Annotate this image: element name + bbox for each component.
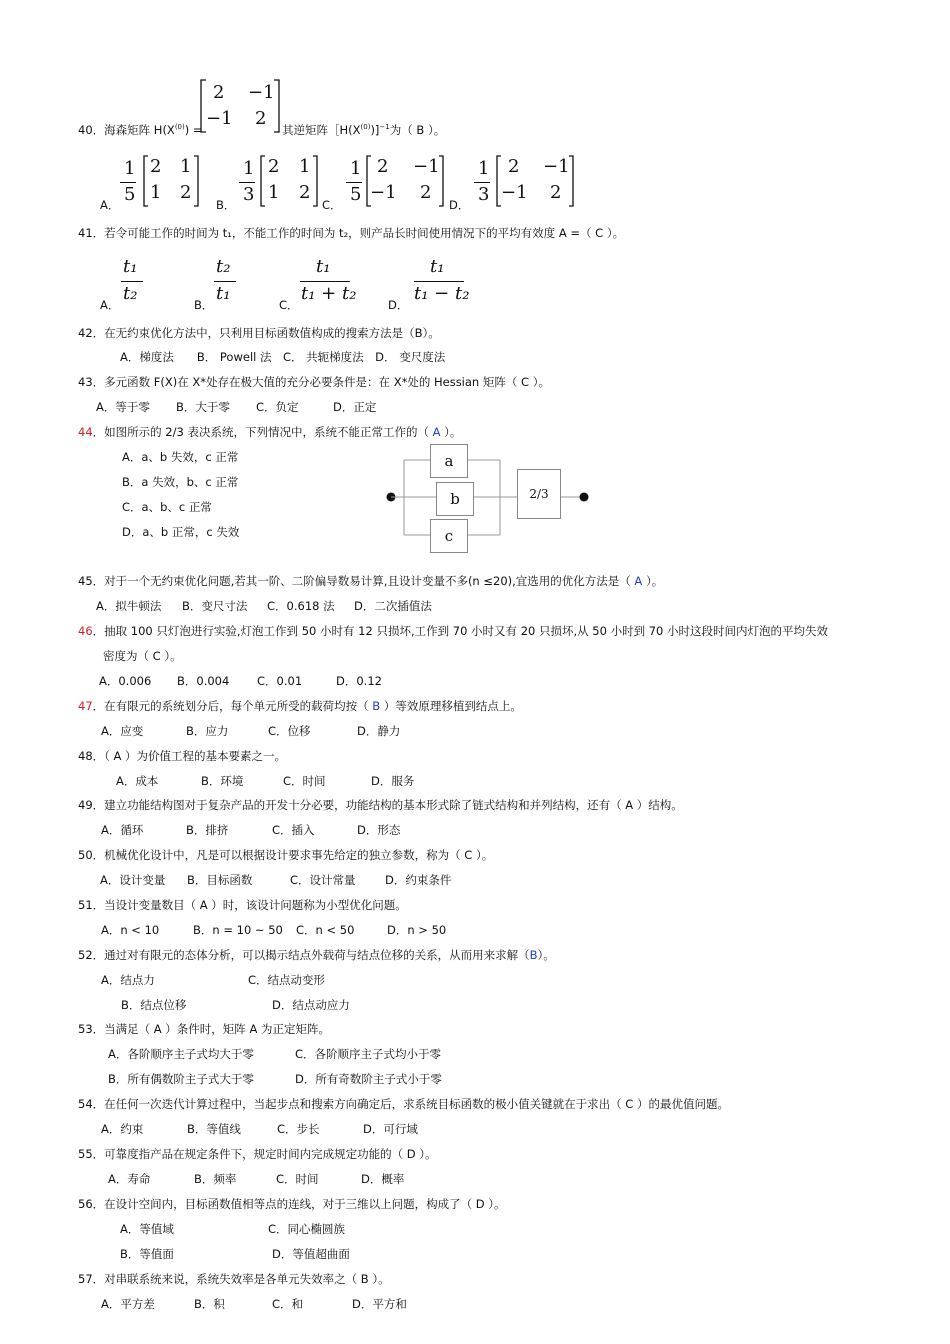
q40-option-a-m21: 1 <box>150 182 162 203</box>
q40-option-d-m22: 2 <box>550 182 562 203</box>
q41-option-c-fracline <box>300 281 350 282</box>
q54-option-a: A．约束 <box>101 1122 144 1136</box>
q49-option-b: B．排挤 <box>186 823 229 837</box>
q54-stem: 54．在任何一次迭代计算过程中，当起步点和搜索方向确定后，求系统目标函数的极小值关键就在于求出（ C ）的最优值问题。 <box>78 1097 729 1111</box>
q57-option-c: C．和 <box>272 1297 304 1311</box>
q53-option-b: B．所有偶数阶主子式大于零 <box>108 1072 254 1086</box>
q40-option-d-fracline <box>474 182 490 183</box>
q40-option-b-m21: 1 <box>268 182 280 203</box>
q40-option-b-frac-num: 1 <box>243 158 255 179</box>
q40-option-d-m12: −1 <box>543 156 570 177</box>
q50-option-d: D．约束条件 <box>385 873 452 887</box>
q46-option-b: B．0.004 <box>177 674 230 688</box>
q40-option-c-m21: −1 <box>370 182 397 203</box>
q43-option-b: B．大于零 <box>176 400 230 414</box>
q49-option-c: C．插入 <box>272 823 315 837</box>
q40-option-a-m22: 2 <box>180 182 192 203</box>
q48-option-c: C．时间 <box>283 774 326 788</box>
q41-option-b-num: t₂ <box>216 256 231 277</box>
q57-option-d: D．平方和 <box>352 1297 407 1311</box>
q47-stem: 47．在有限元的系统划分后，每个单元所受的载荷均按（ B ）等效原理移植到结点上。 <box>78 699 522 713</box>
q40-option-b-m12: 1 <box>299 156 311 177</box>
q56-option-b: B．等值面 <box>120 1247 174 1261</box>
q56-option-c: C．同心椭圆族 <box>268 1222 346 1236</box>
q53-option-d: D．所有奇数阶主子式小于零 <box>295 1072 442 1086</box>
q40-option-d-m21: −1 <box>501 182 528 203</box>
voter-2-of-3-box: 2/3 <box>517 469 561 519</box>
q43-option-c: C．负定 <box>256 400 299 414</box>
q42-options: A．梯度法 B． Powell 法 C． 共轭梯度法 D． 变尺度法 <box>120 350 446 364</box>
q40-option-c-m12: −1 <box>413 156 440 177</box>
q40-option-c-m22: 2 <box>420 182 432 203</box>
component-b-box: b <box>436 482 474 516</box>
q52-stem: 52．通过对有限元的态体分析，可以揭示结点外载荷与结点位移的关系，从而用来求解（B）。 <box>78 948 555 962</box>
q48-option-d: D．服务 <box>371 774 415 788</box>
q40-option-c-frac-num: 1 <box>350 158 362 179</box>
q52-option-a: A．结点力 <box>101 973 155 987</box>
q41-option-b-den: t₁ <box>216 283 231 304</box>
q40-option-d-m11: 2 <box>508 156 520 177</box>
q55-option-a: A．寿命 <box>108 1172 151 1186</box>
q45-stem: 45．对于一个无约束优化问题,若其一阶、二阶偏导数易计算,且设计变量不多(n ≤20),宜选用的优化方法是（ A ）。 <box>78 574 664 588</box>
q40-m-12: −1 <box>248 82 275 103</box>
q40-option-a-frac-num: 1 <box>124 158 136 179</box>
q52-option-c: C．结点动变形 <box>248 973 326 987</box>
q41-option-a-num: t₁ <box>123 256 138 277</box>
q40-option-a-fracline <box>120 182 136 183</box>
component-c-box: c <box>430 519 468 553</box>
q47-option-b: B．应力 <box>186 724 229 738</box>
q45-option-b: B．变尺寸法 <box>182 599 248 613</box>
q40-m-21: −1 <box>206 108 233 129</box>
q43-option-a: A．等于零 <box>96 400 150 414</box>
q40-option-d-frac-den: 3 <box>478 184 490 205</box>
q53-option-a: A．各阶顺序主子式均大于零 <box>108 1047 254 1061</box>
q49-stem: 49．建立功能结构图对于复杂产品的开发十分必要，功能结构的基本形式除了链式结构和并列结构，还有（ A ）结构。 <box>78 798 683 812</box>
q44-option-b: B．a 失效，b、c 正常 <box>122 475 239 489</box>
component-a-box: a <box>430 444 468 478</box>
q48-option-b: B．环境 <box>201 774 244 788</box>
q57-option-b: B．积 <box>194 1297 225 1311</box>
q41-option-a-den: t₂ <box>123 283 138 304</box>
q45-option-a: A．拟牛顿法 <box>96 599 162 613</box>
q41-option-c-den: t₁ + t₂ <box>301 283 357 304</box>
q41-stem: 41．若令可能工作的时间为 t₁，不能工作的时间为 t₂，则产品长时间使用情况下的平均有效度 A =（ C ）。 <box>78 226 625 240</box>
q57-option-a: A．平方差 <box>101 1297 155 1311</box>
q54-option-b: B．等值线 <box>187 1122 241 1136</box>
q40-option-a-m12: 1 <box>180 156 192 177</box>
q46-option-c: C．0.01 <box>257 674 303 688</box>
q40-option-b-m22: 2 <box>299 182 311 203</box>
q40-option-c-frac-den: 5 <box>350 184 362 205</box>
q46-stem: 46．抽取 100 只灯泡进行实验,灯泡工作到 50 小时有 12 只损坏,工作到 70 小时又有 20 只损坏,从 50 小时到 70 小时这段时间内灯泡的平均失效 <box>78 624 829 638</box>
q51-option-c: C．n < 50 <box>296 923 355 937</box>
q44-stem: 44．如图所示的 2/3 表决系统，下列情况中，系统不能正常工作的（ A ）。 <box>78 425 462 439</box>
q51-option-b: B．n = 10 ~ 50 <box>193 923 283 937</box>
q41-option-b-fracline <box>214 281 236 282</box>
q56-option-a: A．等值域 <box>120 1222 174 1236</box>
q41-option-d-den: t₁ − t₂ <box>414 283 470 304</box>
q56-option-d: D．等值超曲面 <box>272 1247 350 1261</box>
q41-option-b-label: B． <box>194 298 214 312</box>
q44-option-c: C．a、b、c 正常 <box>122 500 212 514</box>
q41-option-d-num: t₁ <box>430 256 445 277</box>
q46-stem-line2: 密度为（ C ）。 <box>103 649 182 663</box>
q57-stem: 57．对串联系统来说，系统失效率是各单元失效率之（ B ）。 <box>78 1272 390 1286</box>
q44-option-d: D．a、b 正常，c 失效 <box>122 525 240 539</box>
q40-option-c-m11: 2 <box>377 156 389 177</box>
q53-stem: 53．当满足（ A ）条件时，矩阵 A 为正定矩阵。 <box>78 1022 330 1036</box>
q48-option-a: A．成本 <box>116 774 159 788</box>
q40-option-d-frac-num: 1 <box>478 158 490 179</box>
q40-option-b-fracline <box>239 182 255 183</box>
q49-option-d: D．形态 <box>357 823 401 837</box>
q47-option-a: A．应变 <box>101 724 144 738</box>
q55-option-d: D．概率 <box>361 1172 405 1186</box>
q52-option-b: B．结点位移 <box>121 998 187 1012</box>
q40-option-a-m11: 2 <box>150 156 162 177</box>
q41-option-d-fracline <box>414 281 464 282</box>
q55-option-b: B．频率 <box>194 1172 237 1186</box>
q40-stem: 40．海森矩阵 $H(X^{(0)})$ = <box>78 123 203 137</box>
q40-option-b-frac-den: 3 <box>243 184 255 205</box>
q50-option-b: B．目标函数 <box>187 873 253 887</box>
q53-option-c: C．各阶顺序主子式均小于零 <box>295 1047 442 1061</box>
q48-stem: 48．（ A ）为价值工程的基本要素之一。 <box>78 749 287 763</box>
q47-option-c: C．位移 <box>268 724 311 738</box>
q54-option-d: D．可行域 <box>363 1122 418 1136</box>
q50-option-c: C．设计常量 <box>290 873 356 887</box>
q52-option-d: D．结点动应力 <box>272 998 350 1012</box>
q40-m-11: 2 <box>213 82 225 103</box>
q40-option-b-label: B． <box>216 198 236 212</box>
voting-system-diagram <box>380 440 600 555</box>
q45-option-d: D．二次插值法 <box>354 599 432 613</box>
q51-stem: 51．当设计变量数目（ A ）时，该设计问题称为小型优化问题。 <box>78 898 407 912</box>
q40-option-d-label: D． <box>449 198 470 212</box>
q41-option-c-num: t₁ <box>316 256 331 277</box>
q43-option-d: D．正定 <box>333 400 377 414</box>
q40-option-c-fracline <box>346 182 362 183</box>
q41-option-c-label: C． <box>279 298 299 312</box>
q40-option-a-frac-den: 5 <box>124 184 136 205</box>
q46-option-a: A．0.006 <box>99 674 152 688</box>
q55-option-c: C．时间 <box>276 1172 319 1186</box>
q45-option-c: C．0.618 法 <box>267 599 335 613</box>
q55-stem: 55．可靠度指产品在规定条件下，规定时间内完成规定功能的（ D ）。 <box>78 1147 437 1161</box>
q41-option-d-label: D． <box>388 298 409 312</box>
q46-option-d: D．0.12 <box>336 674 382 688</box>
q42-stem: 42．在无约束优化方法中，只利用目标函数值构成的搜索方法是（B）。 <box>78 326 440 340</box>
q40-stem-tail: 其逆矩阵$[H(X^{(0)})]^{-1}$为（ B ）。 <box>282 123 446 137</box>
q41-option-a-label: A． <box>100 298 120 312</box>
q40-option-c-label: C． <box>322 198 342 212</box>
q50-option-a: A．设计变量 <box>100 873 166 887</box>
q43-stem: 43．多元函数 F(X)在 X*处存在极大值的充分必要条件是：在 X*处的 Hessian 矩阵（ C ）。 <box>78 375 550 389</box>
q51-option-d: D．n > 50 <box>387 923 447 937</box>
q47-option-d: D．静力 <box>357 724 401 738</box>
q41-option-a-fracline <box>121 281 143 282</box>
q56-stem: 56．在设计空间内，目标函数值相等点的连线，对于三维以上问题，构成了（ D ）。 <box>78 1197 506 1211</box>
q40-option-a-label: A． <box>100 198 120 212</box>
q40-m-22: 2 <box>255 108 267 129</box>
q44-option-a: A．a、b 失效，c 正常 <box>122 450 239 464</box>
q50-stem: 50．机械优化设计中，凡是可以根据设计要求事先给定的独立参数，称为（ C ）。 <box>78 848 494 862</box>
q49-option-a: A．循环 <box>101 823 144 837</box>
q40-option-b-m11: 2 <box>268 156 280 177</box>
q51-option-a: A．n < 10 <box>101 923 160 937</box>
q54-option-c: C．步长 <box>277 1122 320 1136</box>
